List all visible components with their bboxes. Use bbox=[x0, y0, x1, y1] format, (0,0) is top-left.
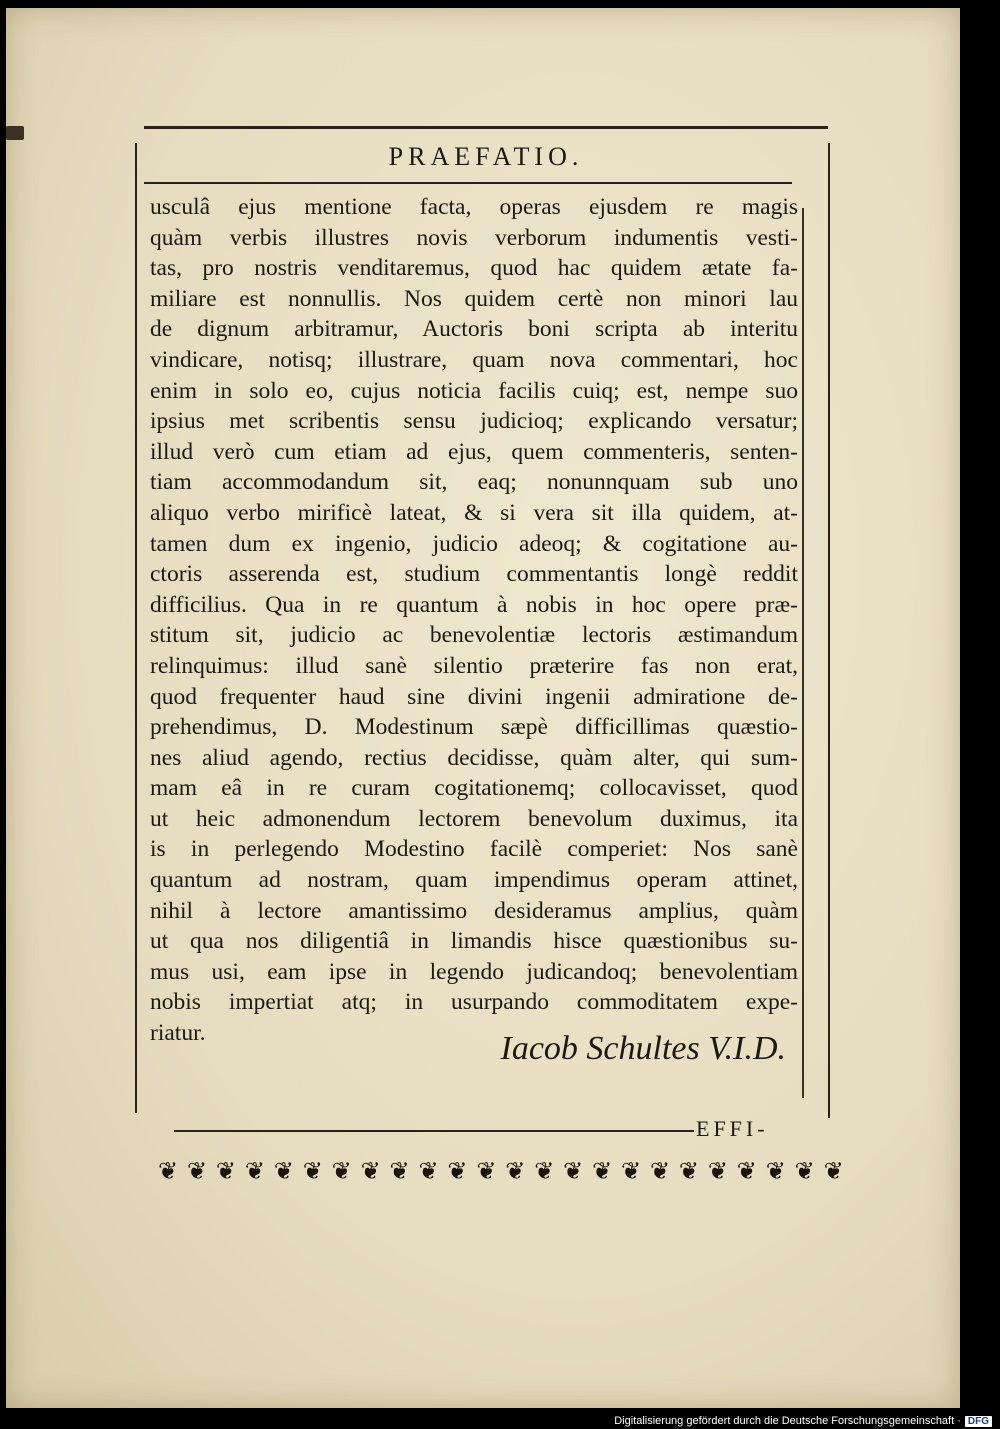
book-page bbox=[6, 8, 960, 1408]
text-line: miliare est nonnullis. Nos quidem certè non minori lau bbox=[150, 285, 798, 312]
text-line: ctoris asserenda est, studium commentantis longè reddit bbox=[150, 561, 798, 588]
dfg-logo: DFG bbox=[965, 1416, 992, 1427]
digitization-footer bbox=[614, 1415, 992, 1427]
text-line: relinquimus: illud sanè silentio præterire fas non erat, bbox=[150, 652, 798, 679]
text-line: illud verò cum etiam ad ejus, quem commenteris, senten- bbox=[150, 438, 798, 465]
bottom-rule bbox=[174, 1130, 694, 1132]
fleuron-icon: ❦ bbox=[244, 1157, 265, 1185]
text-line: mam eâ in re curam cogitationemq; collocavisset, quod bbox=[150, 775, 798, 802]
fleuron-icon: ❦ bbox=[707, 1157, 728, 1185]
text-line: ut qua nos diligentiâ in limandis hisce quæstionibus su- bbox=[150, 928, 798, 955]
preface-body-text bbox=[150, 192, 798, 1049]
text-line: prehendimus, D. Modestinum sæpè difficillimas quæstio- bbox=[150, 714, 798, 741]
text-line: quàm verbis illustres novis verborum indumentis vesti- bbox=[150, 224, 798, 251]
text-line: is in perlegendo Modestino facilè comperiet: Nos sanè bbox=[150, 836, 798, 863]
text-line: tamen dum ex ingenio, judicio adeoq; & cogitatione au- bbox=[150, 530, 798, 557]
text-line: nihil à lectore amantissimo desideramus amplius, quàm bbox=[150, 897, 798, 924]
fleuron-icon: ❦ bbox=[273, 1157, 294, 1185]
catchword: EFFI- bbox=[696, 1116, 769, 1141]
footer-text: Digitalisierung gefördert durch die Deutsche Forschungsgemeinschaft · bbox=[614, 1415, 961, 1427]
fleuron-icon: ❦ bbox=[476, 1157, 497, 1185]
fleuron-icon: ❦ bbox=[215, 1157, 236, 1185]
author-signature: Iacob Schultes V.I.D. bbox=[500, 1030, 786, 1067]
text-line: mus usi, eam ipse in legendo judicandoq; benevolentiam bbox=[150, 958, 798, 985]
text-line: tiam accommodandum sit, eaq; nonunnquam sub uno bbox=[150, 469, 798, 496]
fleuron-icon: ❦ bbox=[389, 1157, 410, 1185]
fleuron-icon: ❦ bbox=[331, 1157, 352, 1185]
fleuron-icon: ❦ bbox=[563, 1157, 584, 1185]
fleuron-icon: ❦ bbox=[447, 1157, 468, 1185]
fleuron-icon: ❦ bbox=[592, 1157, 613, 1185]
heading-rule bbox=[144, 182, 792, 184]
inner-right-line bbox=[802, 208, 804, 1098]
text-line: enim in solo eo, cujus noticia facilis cuiq; est, nempe suo bbox=[150, 377, 798, 404]
text-line: quod frequenter haud sine divini ingenii admiratione de- bbox=[150, 683, 798, 710]
fleuron-icon: ❦ bbox=[823, 1157, 844, 1185]
binding-mark bbox=[6, 126, 24, 140]
fleuron-icon: ❦ bbox=[418, 1157, 439, 1185]
text-line: stitum sit, judicio ac benevolentiæ lectoris æstimandum bbox=[150, 622, 798, 649]
fleuron-icon: ❦ bbox=[505, 1157, 526, 1185]
text-line: difficilius. Qua in re quantum à nobis in hoc opere præ- bbox=[150, 591, 798, 618]
text-line: nes aliud agendo, rectius decidisse, quàm alter, qui sum- bbox=[150, 744, 798, 771]
fleuron-icon: ❦ bbox=[186, 1157, 208, 1185]
text-line: de dignum arbitramur, Auctoris boni scripta ab interitu bbox=[150, 316, 798, 343]
top-rule bbox=[144, 126, 828, 129]
text-line: tas, pro nostris venditaremus, quod hac quidem ætate fa- bbox=[150, 255, 798, 282]
fleuron-icon: ❦ bbox=[765, 1157, 786, 1185]
right-frame-line bbox=[828, 143, 830, 1118]
text-line: ipsius met scribentis sensu judicioq; explicando versatur; bbox=[150, 408, 798, 435]
fleuron-icon: ❦ bbox=[158, 1157, 179, 1185]
fleuron-icon: ❦ bbox=[678, 1157, 699, 1185]
page-heading: PRAEFATIO. bbox=[388, 142, 584, 171]
fleuron-icon: ❦ bbox=[302, 1157, 323, 1185]
fleuron-icon: ❦ bbox=[534, 1157, 555, 1185]
fleuron-icon: ❦ bbox=[736, 1157, 757, 1185]
fleuron-icon: ❦ bbox=[794, 1157, 815, 1185]
fleuron-icon: ❦ bbox=[621, 1157, 642, 1185]
text-line: quantum ad nostram, quam impendimus operam attinet, bbox=[150, 867, 798, 894]
ornamental-border bbox=[158, 1154, 844, 1188]
fleuron-icon: ❦ bbox=[360, 1157, 381, 1185]
text-line: ut heic admonendum lectorem benevolum duximus, ita bbox=[150, 805, 798, 832]
text-line: riatur. bbox=[150, 1020, 206, 1047]
text-line: usculâ ejus mentione facta, operas ejusdem re magis bbox=[150, 194, 798, 220]
text-line: vindicare, notisq; illustrare, quam nova commentari, hoc bbox=[150, 346, 798, 373]
left-frame-line bbox=[135, 143, 137, 1113]
fleuron-icon: ❦ bbox=[649, 1157, 671, 1185]
text-line: aliquo verbo mirificè lateat, & si vera sit illa quidem, at- bbox=[150, 499, 798, 526]
text-line: nobis impertiat atq; in usurpando commoditatem expe- bbox=[150, 989, 798, 1016]
